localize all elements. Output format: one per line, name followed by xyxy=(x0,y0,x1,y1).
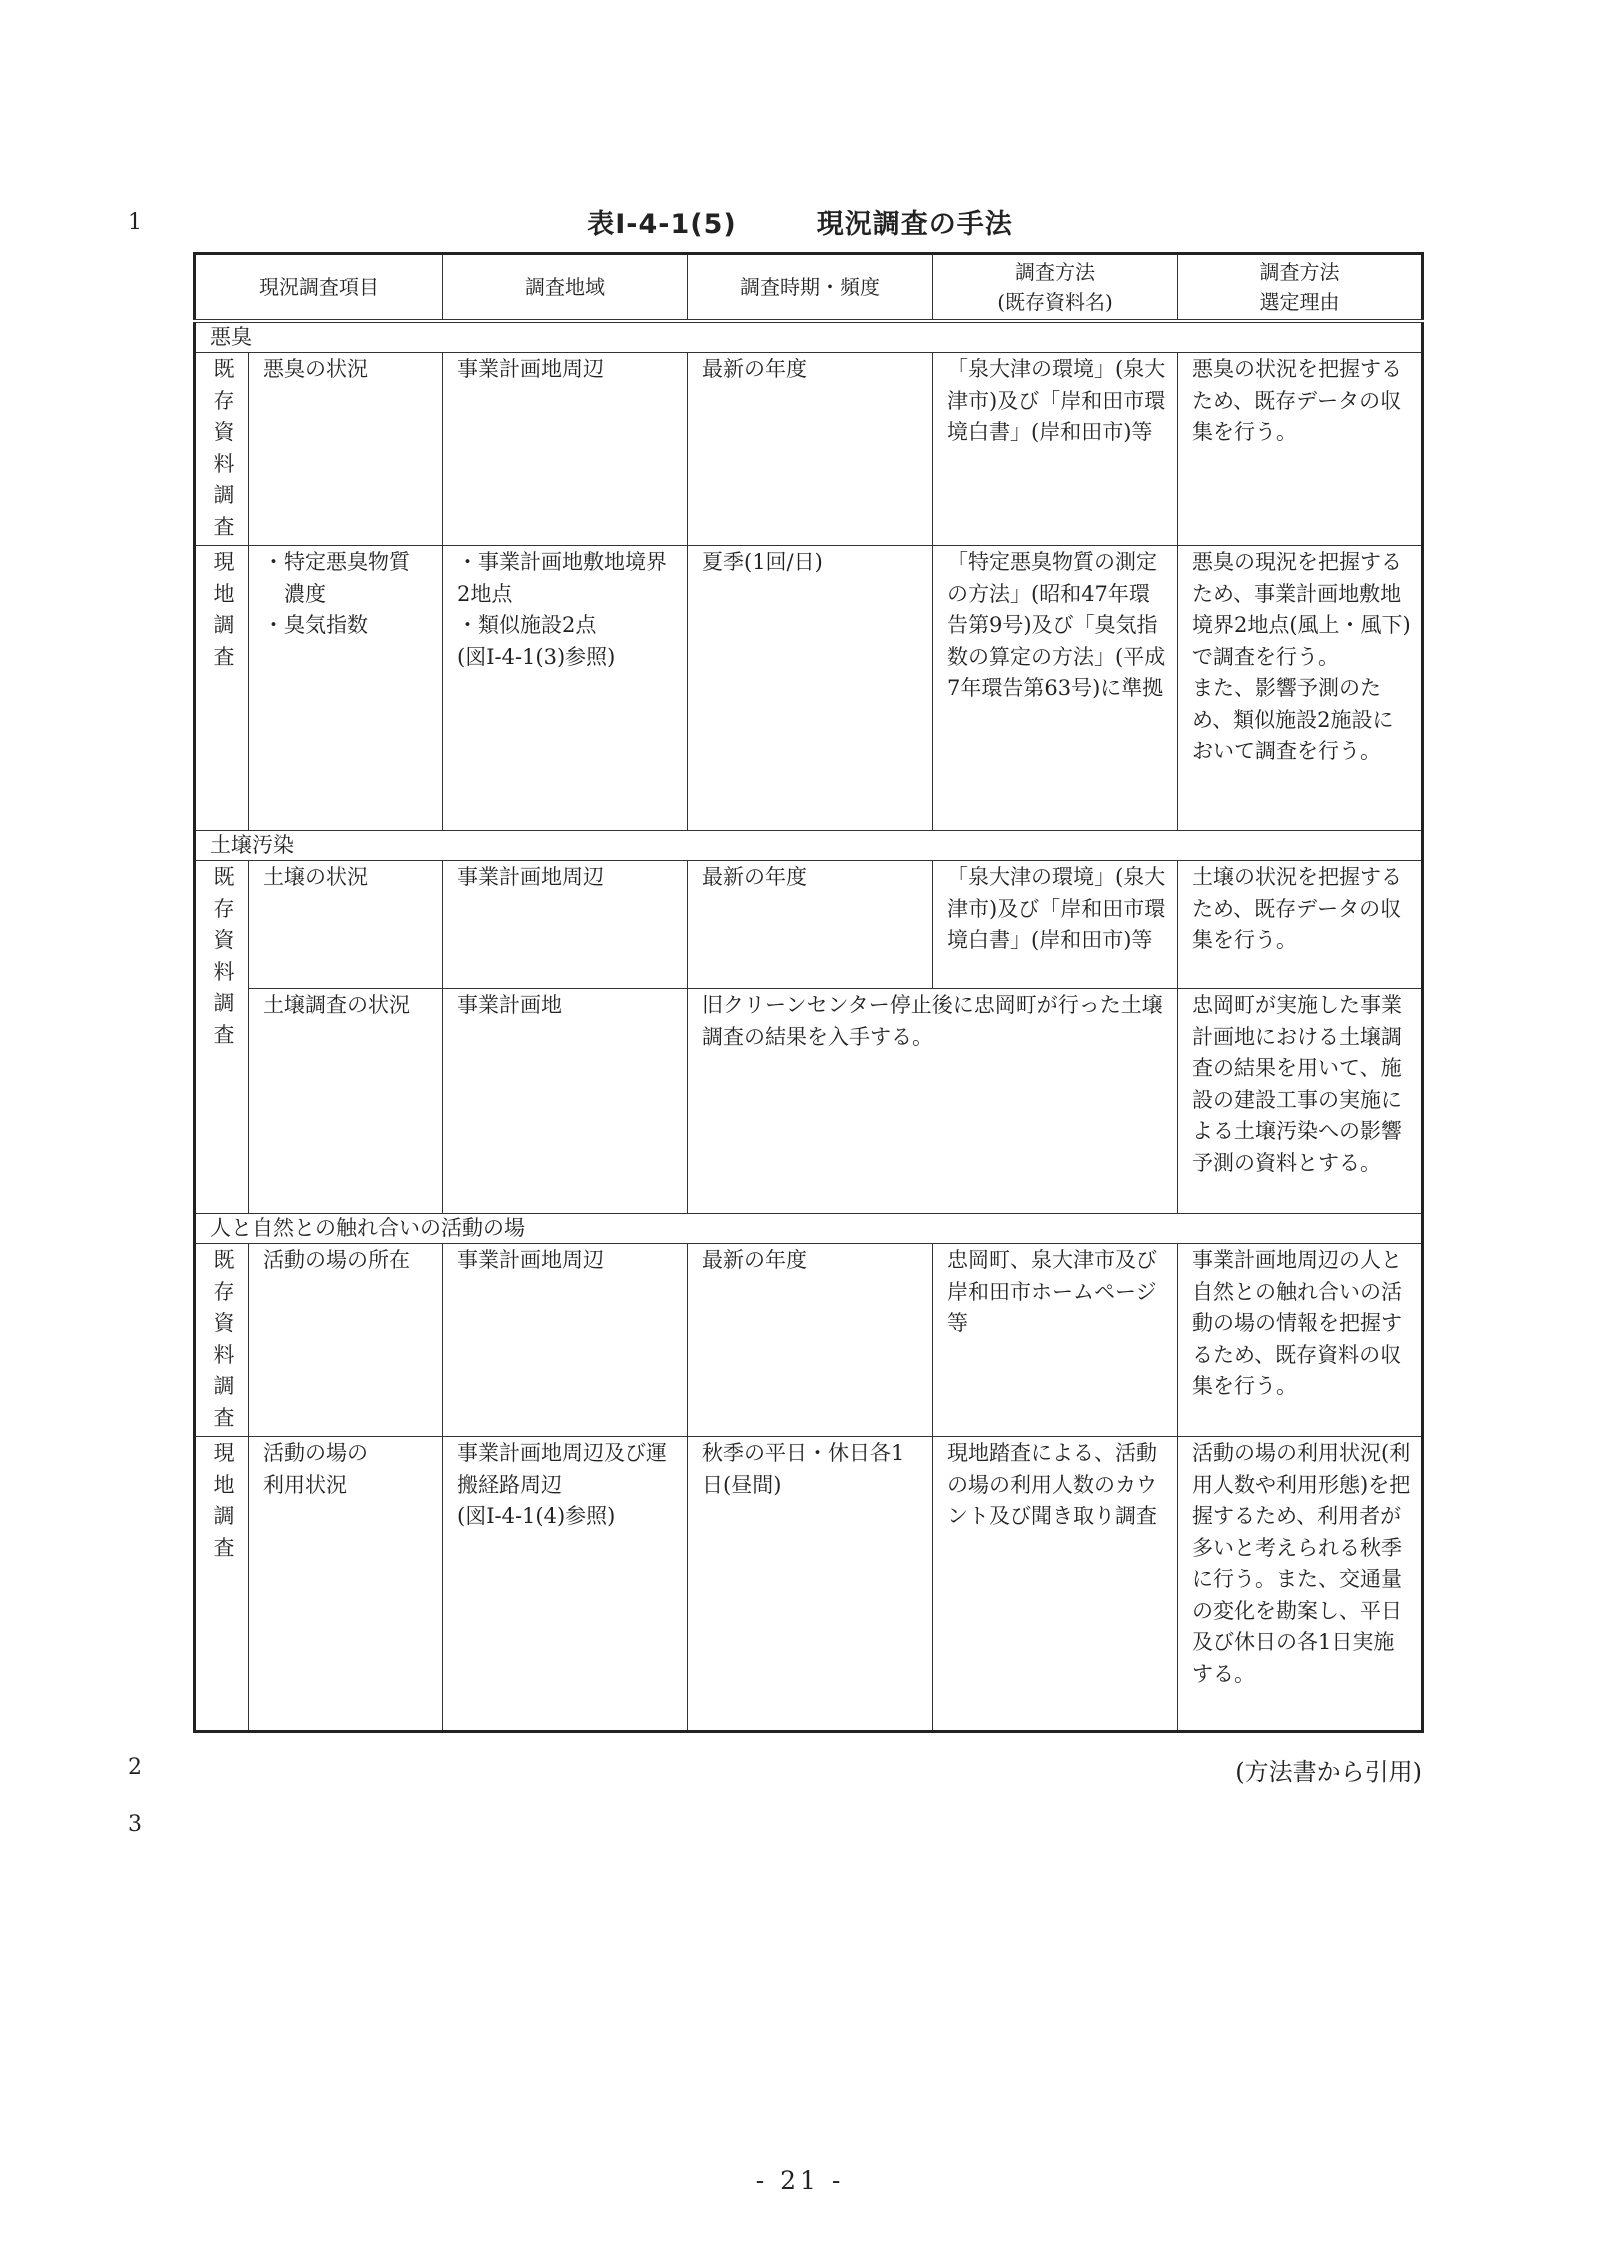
header-cell: 調査地域 xyxy=(443,254,688,322)
survey-type xyxy=(195,353,249,546)
page-number: - 21 - xyxy=(755,2166,845,2195)
survey-reason: 活動の場の利用状況(利用人数や利用形態)を把握するため、利用者が多いと考えられる秋季に行う。また、交通量の変化を勘案し、平日及び休日の各1日実施する。 xyxy=(1178,1437,1423,1732)
section-row xyxy=(195,1214,1423,1244)
source-caption: (方法書から引用) xyxy=(1235,1758,1422,1786)
header-cell: 現況調査項目 xyxy=(195,254,443,322)
header-cell: 調査方法 選定理由 xyxy=(1178,254,1423,322)
survey-area: 事業計画地周辺 xyxy=(443,861,688,989)
survey-type xyxy=(195,1437,249,1732)
survey-reason: 悪臭の状況を把握するため、既存データの収集を行う。 xyxy=(1178,353,1423,546)
survey-type-label: 既 存 資 料 調 査 xyxy=(213,865,235,1047)
line-number-2: 2 xyxy=(128,1755,142,1780)
survey-item: 悪臭の状況 xyxy=(249,353,443,546)
survey-method: 「特定悪臭物質の測定の方法」(昭和47年環告第9号)及び「臭気指数の算定の方法」(平成7年環告第63号)に準拠 xyxy=(933,546,1178,831)
survey-type-label: 現 地 調 査 xyxy=(213,1441,235,1560)
survey-type-label: 既 存 資 料 調 査 xyxy=(213,357,235,539)
survey-reason: 事業計画地周辺の人と自然との触れ合いの活動の場の情報を把握するため、既存資料の収集を行う。 xyxy=(1178,1244,1423,1437)
section-name: 土壌汚染 xyxy=(195,831,1423,861)
table-row xyxy=(195,861,1423,989)
survey-method: 忠岡町、泉大津市及び岸和田市ホームページ等 xyxy=(933,1244,1178,1437)
section-row xyxy=(195,831,1423,861)
survey-timing: 秋季の平日・休日各1日(昼間) xyxy=(688,1437,933,1732)
survey-item: ・特定悪臭物質 濃度 ・臭気指数 xyxy=(249,546,443,831)
section-row xyxy=(195,321,1423,353)
header-cell: 調査時期・頻度 xyxy=(688,254,933,322)
survey-method: 「泉大津の環境」(泉大津市)及び「岸和田市環境白書」(岸和田市)等 xyxy=(933,861,1178,989)
survey-timing: 最新の年度 xyxy=(688,861,933,989)
table-row xyxy=(195,546,1423,831)
survey-reason: 忠岡町が実施した事業計画地における土壌調査の結果を用いて、施設の建設工事の実施による土壌汚染への影響予測の資料とする。 xyxy=(1178,989,1423,1214)
survey-method: 現地踏査による、活動の場の利用人数のカウント及び聞き取り調査 xyxy=(933,1437,1178,1732)
survey-type-label: 既 存 資 料 調 査 xyxy=(213,1248,235,1430)
survey-item: 土壌の状況 xyxy=(249,861,443,989)
line-number-1: 1 xyxy=(128,210,142,235)
survey-type-label: 現 地 調 査 xyxy=(213,550,235,669)
table-row xyxy=(195,353,1423,546)
survey-timing: 夏季(1回/日) xyxy=(688,546,933,831)
section-name: 悪臭 xyxy=(195,321,1423,353)
survey-timing: 最新の年度 xyxy=(688,1244,933,1437)
survey-area: ・事業計画地敷地境界2地点 ・類似施設2点 (図Ⅰ-4-1(3)参照) xyxy=(443,546,688,831)
survey-reason: 土壌の状況を把握するため、既存データの収集を行う。 xyxy=(1178,861,1423,989)
survey-method: 「泉大津の環境」(泉大津市)及び「岸和田市環境白書」(岸和田市)等 xyxy=(933,353,1178,546)
table-title-label: 表Ⅰ-4-1(5) xyxy=(587,209,737,240)
survey-reason: 悪臭の現況を把握するため、事業計画地敷地境界2地点(風上・風下)で調査を行う。 また、影響予測のため、類似施設2施設において調査を行う。 xyxy=(1178,546,1423,831)
survey-item: 土壌調査の状況 xyxy=(249,989,443,1214)
survey-timing: 最新の年度 xyxy=(688,353,933,546)
survey-area: 事業計画地周辺 xyxy=(443,1244,688,1437)
table-title xyxy=(0,202,1600,241)
survey-timing-method: 旧クリーンセンター停止後に忠岡町が行った土壌調査の結果を入手する。 xyxy=(688,989,1178,1214)
section-name: 人と自然との触れ合いの活動の場 xyxy=(195,1214,1423,1244)
survey-methods-table xyxy=(193,252,1424,1733)
line-number-3: 3 xyxy=(128,1812,142,1837)
survey-item: 活動の場の所在 xyxy=(249,1244,443,1437)
table-title-text: 現況調査の手法 xyxy=(816,209,1013,240)
table-header-row xyxy=(195,254,1423,322)
survey-type xyxy=(195,1244,249,1437)
table-row xyxy=(195,989,1423,1214)
survey-area: 事業計画地周辺 xyxy=(443,353,688,546)
survey-type xyxy=(195,546,249,831)
table-row xyxy=(195,1244,1423,1437)
header-cell: 調査方法 (既存資料名) xyxy=(933,254,1178,322)
survey-area: 事業計画地周辺及び運搬経路周辺 (図Ⅰ-4-1(4)参照) xyxy=(443,1437,688,1732)
survey-type xyxy=(195,861,249,1214)
survey-item: 活動の場の 利用状況 xyxy=(249,1437,443,1732)
table-row xyxy=(195,1437,1423,1732)
survey-area: 事業計画地 xyxy=(443,989,688,1214)
